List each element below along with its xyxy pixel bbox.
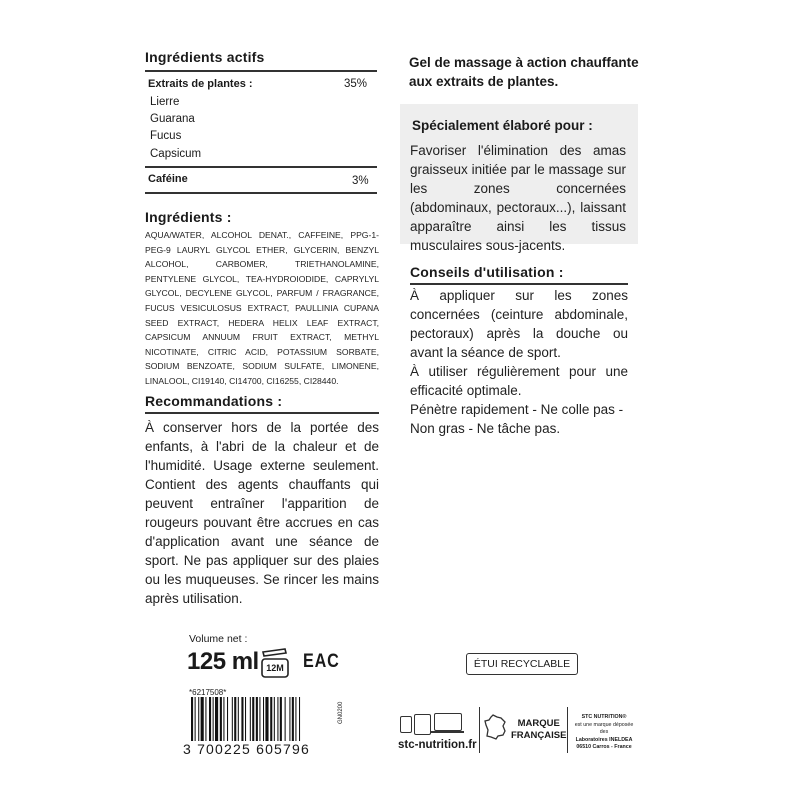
divider — [479, 707, 480, 753]
usage-title: Conseils d'utilisation : — [410, 264, 564, 280]
plant-item: Guarana — [150, 113, 195, 125]
marque-line: FRANÇAISE — [511, 730, 567, 741]
pao-label: 12M — [266, 663, 284, 673]
intro-line: aux extraits de plantes. — [409, 74, 559, 89]
product-intro — [409, 53, 639, 91]
company-line: Laboratoires INELDEA — [575, 736, 633, 743]
divider — [410, 283, 628, 285]
recommendations-title: Recommandations : — [145, 393, 283, 409]
company-line: est une marque déposée des — [574, 721, 634, 736]
volume-label: Volume net : — [189, 633, 248, 645]
website: stc-nutrition.fr — [398, 739, 477, 751]
marque-line: MARQUE — [517, 718, 560, 729]
volume-value: 125 ml — [187, 648, 259, 675]
usage-paragraph: À appliquer sur les zones concernées (ceinture abdominale, pectoraux) après la douche ou avant la séance de sport. — [410, 288, 628, 360]
side-code: GN0200 — [338, 701, 344, 724]
barcode-icon — [191, 697, 341, 741]
caffeine-label: Caféine — [148, 173, 188, 185]
divider — [145, 70, 377, 72]
recommendations-text: À conserver hors de la portée des enfants, à l'abri de la chaleur et de l'humidité. Usage externe seulement. Contient des agents chauffants qui peuvent entraîner l'apparition de rougeurs pouvant être accrues en cas d'application avant une séance de sport. Ne pas appliquer sur des plaies ou les muqueuses. Se rincer les mains après utilisation. — [145, 420, 379, 606]
ingredients-title: Ingrédients : — [145, 209, 232, 225]
plant-item: Capsicum — [150, 148, 202, 160]
active-ingredients-title: Ingrédients actifs — [145, 49, 265, 65]
france-map-icon — [484, 714, 508, 740]
usage-paragraph: À utiliser régulièrement pour une efficacité optimale. — [410, 364, 628, 398]
divider — [145, 412, 379, 414]
special-text: Favoriser l'élimination des amas graisseux initiée par le massage sur les zones concernées (abdominaux, pectoraux...), laissant apparaître ainsi les tissus musculaires sous-jacents. — [410, 143, 626, 253]
eac-mark: EAC — [303, 651, 340, 672]
company-info — [571, 714, 637, 752]
usage-text — [410, 286, 628, 438]
plant-extracts-value: 35% — [344, 78, 368, 90]
intro-line: Gel de massage à action chauffante — [409, 55, 639, 70]
divider — [145, 166, 377, 168]
barcode-digits: 3 700225 605796 — [183, 741, 310, 757]
lot-code: *6217508* — [189, 688, 227, 697]
caffeine-value: 3% — [352, 175, 369, 187]
divider — [145, 192, 377, 194]
special-title: Spécialement élaboré pour : — [412, 118, 593, 133]
recyclable-badge: ÉTUI RECYCLABLE — [466, 653, 578, 675]
usage-paragraph: Pénètre rapidement - Ne colle pas - Non gras - Ne tâche pas. — [410, 402, 624, 436]
company-name: STC NUTRITION® — [581, 714, 627, 720]
french-brand-label — [511, 718, 566, 742]
plant-extracts-label: Extraits de plantes : — [148, 78, 253, 90]
divider — [567, 707, 568, 753]
plant-item: Fucus — [150, 130, 182, 142]
plant-item: Lierre — [150, 96, 180, 108]
ingredients-list: AQUA/WATER, ALCOHOL DENAT., CAFFEINE, PPG-1-PEG-9 LAURYL GLYCOL ETHER, GLYCERIN, BENZYL ALCOHOL, CARBOMER, TRIETHANOLAMINE, PENTYLENE GLYCOL, TEA-HYDROIODIDE, CAPRYLYL GLYCOL, DECYLENE GLYCOL, PARFUM / FRAGRANCE, FUCUS VESICULOSUS EXTRACT, PAULLINIA CUPANA SEED EXTRACT, HEDERA HELIX LEAF EXTRACT, CAPSICUM ANNUUM FRUIT EXTRACT, METHYL NICOTINATE, CITRIC ACID, POTASSIUM SORBATE, SODIUM BENZOATE, SODIUM SULFATE, LIMONENE, LINALOOL, CI19140, CI14700, CI16255, CI28440. — [145, 230, 379, 386]
company-line: 06510 Carros - France — [576, 744, 632, 751]
